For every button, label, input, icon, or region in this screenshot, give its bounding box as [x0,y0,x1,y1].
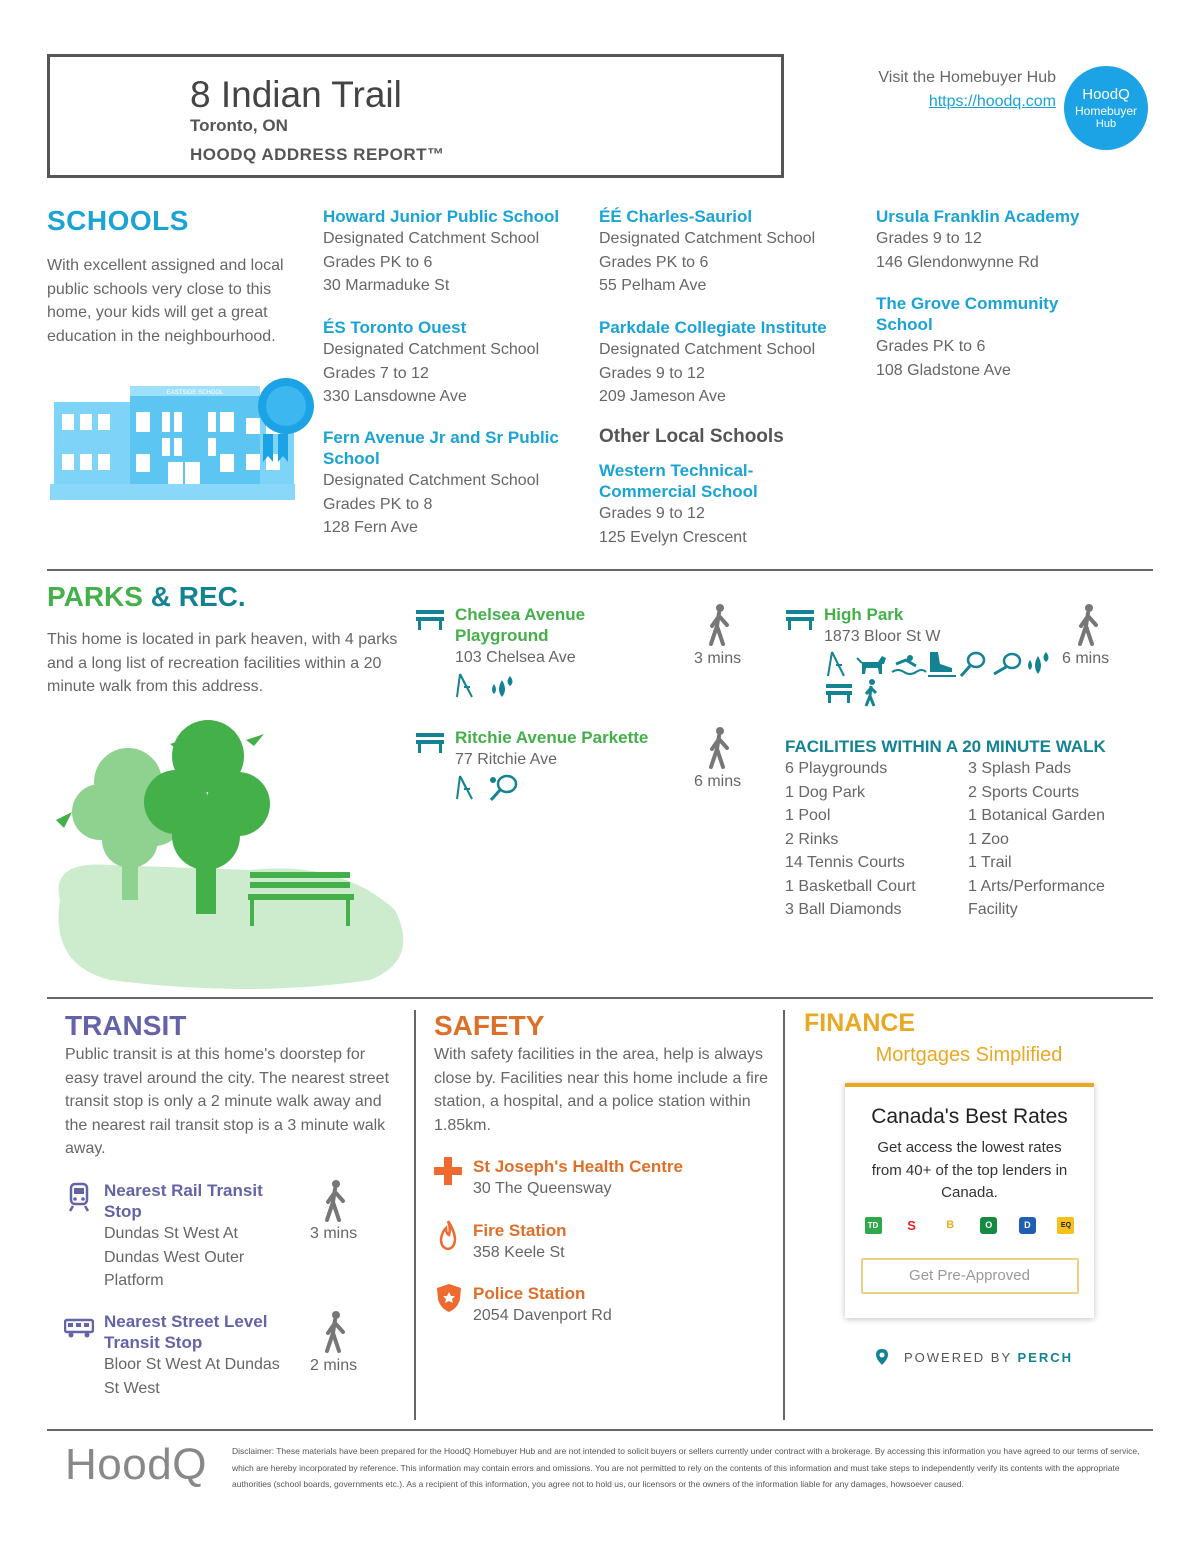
lender-green-logo-icon: O [980,1217,997,1234]
pool-icon [892,655,926,674]
skate-icon [928,652,956,677]
school-grades: Grades 9 to 12 [876,230,982,247]
splash-pad-icon [488,672,516,698]
fire-icon [438,1220,458,1250]
parks-heading-a: PARKS [47,581,143,612]
school-address: 55 Pelham Ave [599,277,707,294]
transit-entry [104,1180,304,1293]
facility-item: 1 Dog Park [785,783,866,801]
park-address: 103 Chelsea Ave [455,649,576,666]
school-address: 30 Marmaduke St [323,277,450,294]
school-type: Designated Catchment School [323,472,540,489]
school-address: 108 Gladstone Ave [876,361,1011,379]
facility-item: 6 Playgrounds [785,760,888,777]
walk-icon [322,1311,348,1353]
school-grades: Grades PK to 6 [599,253,709,271]
homebuyer-hub-badge[interactable] [1064,66,1148,150]
walk-time: 6 mins [1062,650,1110,667]
school-name[interactable]: Ursula Franklin Academy [876,207,1080,226]
report-label: HOODQ ADDRESS REPORT™ [190,145,445,164]
school-illustration [50,378,315,508]
perch-brand: PERCH [1017,1350,1074,1365]
safety-address: 358 Keele St [473,1244,565,1261]
school-grades: Grades PK to 6 [323,253,433,271]
divider [47,569,1153,571]
hospital-icon [434,1157,462,1185]
card-title: Canada's Best Rates [871,1105,1068,1128]
police-shield-icon [436,1283,462,1313]
splash-pad-icon [1028,652,1049,674]
facility-item: 1 Arts/Performance [968,877,1105,895]
school-entry [323,206,588,298]
playground-icon [456,672,476,698]
school-entry [876,293,1141,382]
walk-icon [706,727,732,769]
school-type: Designated Catchment School [323,230,540,247]
park-illustration [50,720,415,990]
school-entry [599,317,864,409]
get-pre-approved-button[interactable]: Get Pre-Approved [861,1258,1079,1294]
disclaimer: Disclaimer: These materials have been prepared for the HoodQ Homebuyer Hub and are not intended to solicit buyers or sellers currently under contract with a brokerage. By accessing this information you have agreed to our terms of service, which are hereby incorporated by reference. This information may contain errors and omissions. You are not permitted to rely on the contents of this information and must take steps to independently verify its contents with the appropriate authorities (school boards, governments etc.). As a recipient of this information, you agree not to hold us, our licensors or the owners of the information liable for any damages, howsoever caused. [232,1446,1140,1489]
trail-icon [866,679,876,706]
school-grades: Grades 7 to 12 [323,364,429,382]
school-address: 146 Glendonwynne Rd [876,253,1039,271]
address-title: 8 Indian Trail [190,74,402,115]
bench-small-icon [826,684,852,703]
facilities-right-list [968,757,1148,922]
lender-shield-logo-icon: B [946,1218,955,1231]
address-city: Toronto, ON [190,116,288,135]
column-divider [783,1010,785,1420]
safety-description: With safety facilities in the area, help is always close by. Facilities near this home include a fire station, a hospital, and a police station within 1.85km. [434,1046,769,1134]
transit-stop: Dundas St West At Dundas West Outer Platform [104,1225,245,1289]
bench-icon [416,610,444,630]
school-address: 330 Lansdowne Ave [323,388,467,405]
eq-bank-logo-icon: EQ [1057,1217,1074,1234]
school-entry [323,427,588,540]
park-name[interactable]: Ritchie Avenue Parkette [455,728,649,747]
bench-icon [786,610,814,630]
facility-item: 1 Trail [968,854,1012,871]
facility-item: 3 Splash Pads [968,760,1072,777]
school-address: 128 Fern Ave [323,519,418,536]
parks-heading [47,581,246,613]
svg-text:EASTSIDE SCHOOL: EASTSIDE SCHOOL [166,390,224,396]
transit-title[interactable]: Nearest Rail Transit Stop [104,1181,263,1221]
school-entry [599,460,799,549]
finance-heading: FINANCE [804,1009,916,1037]
divider [47,1429,1153,1431]
park-entry [824,604,1044,649]
dog-park-icon [857,656,886,674]
park-name[interactable]: Chelsea Avenue Playground [455,605,586,645]
badge-line2: Homebuyer [1074,104,1138,118]
facility-item: 1 Pool [785,807,831,824]
school-name[interactable]: Western Technical-Commercial School [599,461,758,501]
badge-brand: HoodQ [1082,86,1130,103]
tennis-icon [961,653,984,676]
playground-icon [456,774,476,800]
school-entry [599,206,864,298]
facility-item: 1 Zoo [968,830,1009,848]
park-address: 1873 Bloor St W [824,628,941,645]
facility-item: 1 Basketball Court [785,877,916,895]
park-entry [455,604,675,670]
safety-name[interactable]: Police Station [473,1284,586,1303]
school-name[interactable]: Fern Avenue Jr and Sr Public School [323,428,559,468]
facility-item: 3 Ball Diamonds [785,901,902,918]
school-type: Designated Catchment School [599,230,816,247]
badge-line3: Hub [1095,118,1117,130]
playground-icon [828,652,844,676]
school-grades: Grades 9 to 12 [599,364,705,382]
column-divider [414,1010,416,1420]
rates-card [845,1083,1094,1318]
facility-item: Facility [968,901,1018,918]
finance-subheading: Mortgages Simplified [875,1044,1063,1066]
school-grades: Grades PK to 8 [323,495,433,513]
walk-time: 6 mins [694,773,742,790]
schools-heading: SCHOOLS [47,205,189,236]
walk-icon [706,604,732,646]
school-type: Designated Catchment School [599,341,816,358]
visit-hub-text: Visit the Homebuyer Hub [878,69,1056,86]
safety-entry [473,1283,763,1328]
schools-description: With excellent assigned and local public schools very close to this home, your kids will get a great education in the neighbourhood. [47,257,284,345]
lender-blue-logo-icon: D [1019,1217,1036,1234]
school-name[interactable]: The Grove Community School [876,294,1059,334]
school-name[interactable]: Howard Junior Public School [323,207,560,226]
walk-time: 3 mins [694,650,742,667]
tennis-icon [488,774,518,802]
powered-prefix: POWERED BY [904,1350,1012,1365]
hoodq-logo: HoodQ [65,1440,207,1489]
park-amenity-icons [826,650,1066,708]
school-address: 209 Jameson Ave [599,388,726,405]
school-entry [876,206,1141,274]
school-type: Designated Catchment School [323,341,540,358]
safety-address: 30 The Queensway [473,1180,612,1197]
park-name[interactable]: High Park [824,605,904,624]
transit-heading: TRANSIT [65,1010,187,1041]
powered-by-perch [904,1350,1073,1365]
school-grades: Grades 9 to 12 [599,505,705,522]
facilities-left-list [785,757,965,922]
walk-time: 2 mins [310,1357,358,1374]
train-icon [68,1182,90,1212]
bus-icon [64,1318,94,1338]
facility-item: 2 Sports Courts [968,783,1080,801]
school-grades: Grades PK to 6 [876,338,986,355]
parks-heading-b: & REC. [150,581,246,612]
facility-item: 2 Rinks [785,830,839,848]
school-entry [323,317,588,409]
school-address: 125 Evelyn Crescent [599,528,747,546]
safety-entry [473,1156,763,1201]
other-schools-heading: Other Local Schools [599,426,784,447]
school-name[interactable]: ÉÉ Charles-Sauriol [599,207,753,226]
safety-name[interactable]: St Joseph's Health Centre [473,1157,683,1176]
transit-entry [104,1311,304,1400]
sports-court-icon [994,654,1020,674]
school-name[interactable]: ÉS Toronto Ouest [323,318,467,337]
facility-item: 14 Tennis Courts [785,854,905,871]
scotiabank-logo-icon: S [907,1217,916,1233]
facility-item: 1 Botanical Garden [968,807,1105,824]
safety-heading: SAFETY [434,1010,545,1041]
walk-time: 3 mins [310,1225,358,1242]
hub-link[interactable]: https://hoodq.com [928,93,1056,110]
park-entry [455,727,695,772]
lender-logos [865,1217,1075,1234]
park-address: 77 Ritchie Ave [455,751,557,768]
card-text: Get access the lowest rates from 40+ of the top lenders in Canada. [871,1139,1068,1201]
safety-entry [473,1220,763,1265]
td-logo-icon: TD [865,1217,882,1234]
safety-name[interactable]: Fire Station [473,1221,567,1240]
divider [47,997,1153,999]
walk-icon [322,1180,348,1222]
bench-icon [416,733,444,753]
facilities-heading: FACILITIES WITHIN A 20 MINUTE WALK [785,737,1106,756]
parks-description: This home is located in park heaven, with 4 parks and a long list of recreation facilities within a 20 minute walk from this address. [47,631,398,695]
transit-stop: Bloor St West At Dundas St West [104,1356,280,1397]
transit-description: Public transit is at this home's doorstep for easy travel around the city. The nearest street transit stop is only a 2 minute walk away and the nearest rail transit stop is a 3 minute walk away. [65,1046,390,1157]
perch-pin-icon [875,1349,889,1365]
walk-icon [1075,604,1101,646]
safety-address: 2054 Davenport Rd [473,1307,612,1324]
school-name[interactable]: Parkdale Collegiate Institute [599,318,827,337]
transit-title[interactable]: Nearest Street Level Transit Stop [104,1312,268,1352]
